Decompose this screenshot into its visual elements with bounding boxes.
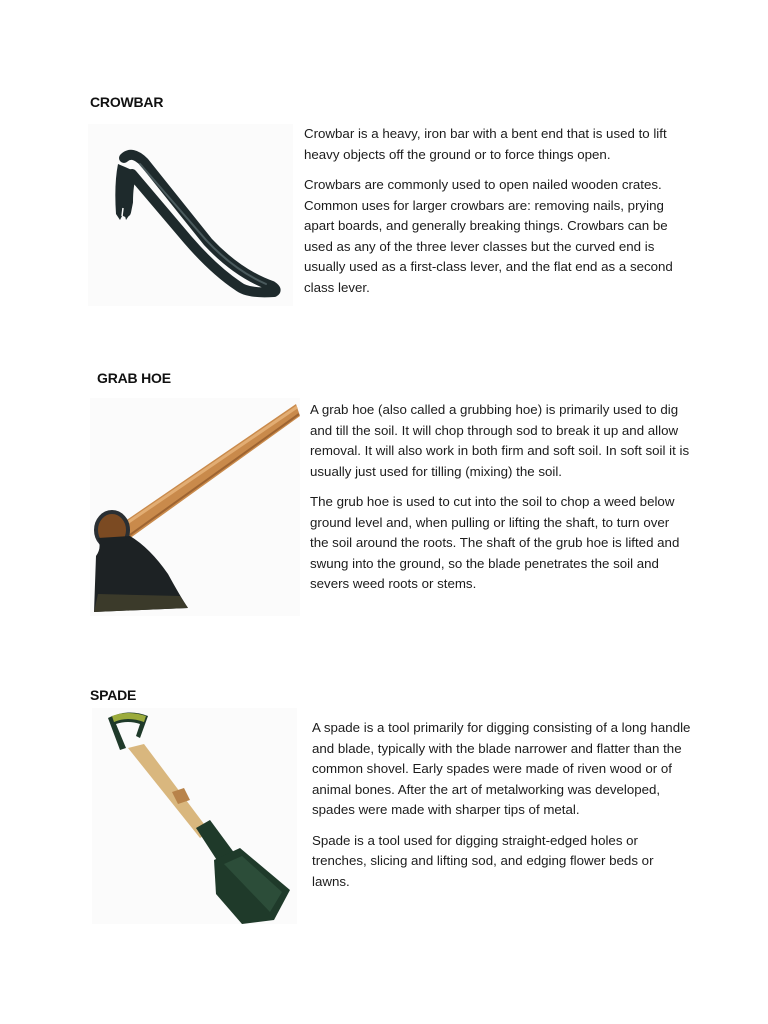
grab-hoe-description — [310, 400, 690, 605]
crowbar-paragraph-1: Crowbar is a heavy, iron bar with a bent end that is used to lift heavy objects off the ground or to force things open. — [304, 126, 667, 162]
spade-description — [312, 718, 692, 902]
crowbar-icon — [88, 124, 293, 306]
section-title-grab-hoe: GRAB HOE — [97, 370, 171, 386]
section-title-spade: SPADE — [90, 687, 137, 703]
spade-image — [92, 708, 297, 924]
crowbar-paragraph-2: Crowbars are commonly used to open nailed wooden crates. Common uses for larger crowbars are: removing nails, prying apart boards, and generally breaking things. Crowbars can be used as any of the three lever classes but the curved end is usually used as a first-class lever, and the flat end as a second class lever. — [304, 177, 673, 295]
grab-hoe-icon — [90, 398, 300, 616]
grab-hoe-paragraph-1: A grab hoe (also called a grubbing hoe) is primarily used to dig and till the soil. It will chop through sod to break it up and allow removal. It will also work in both firm and soft soil. In soft soil it is usually just used for tilling (mixing) the soil. — [310, 402, 690, 479]
section-title-crowbar: CROWBAR — [90, 94, 164, 110]
spade-paragraph-1: A spade is a tool primarily for digging consisting of a long handle and blade, typically with the blade narrower and flatter than the common shovel. Early spades were made of riven wood or of animal bones. After the art of metalworking was developed, spades were made with sharper tips of metal. — [312, 720, 691, 817]
crowbar-image — [88, 124, 293, 306]
spade-icon — [92, 708, 297, 924]
grab-hoe-image — [90, 398, 300, 616]
grab-hoe-paragraph-2: The grub hoe is used to cut into the soil to chop a weed below ground level and, when pulling or lifting the shaft, to turn over the soil around the roots. The shaft of the grub hoe is lifted and swung into the ground, so the blade penetrates the soil and severs weed roots or stems. — [310, 494, 680, 591]
crowbar-description — [304, 124, 689, 308]
spade-paragraph-2: Spade is a tool used for digging straight-edged holes or trenches, slicing and lifting sod, and edging flower beds or lawns. — [312, 832, 654, 889]
